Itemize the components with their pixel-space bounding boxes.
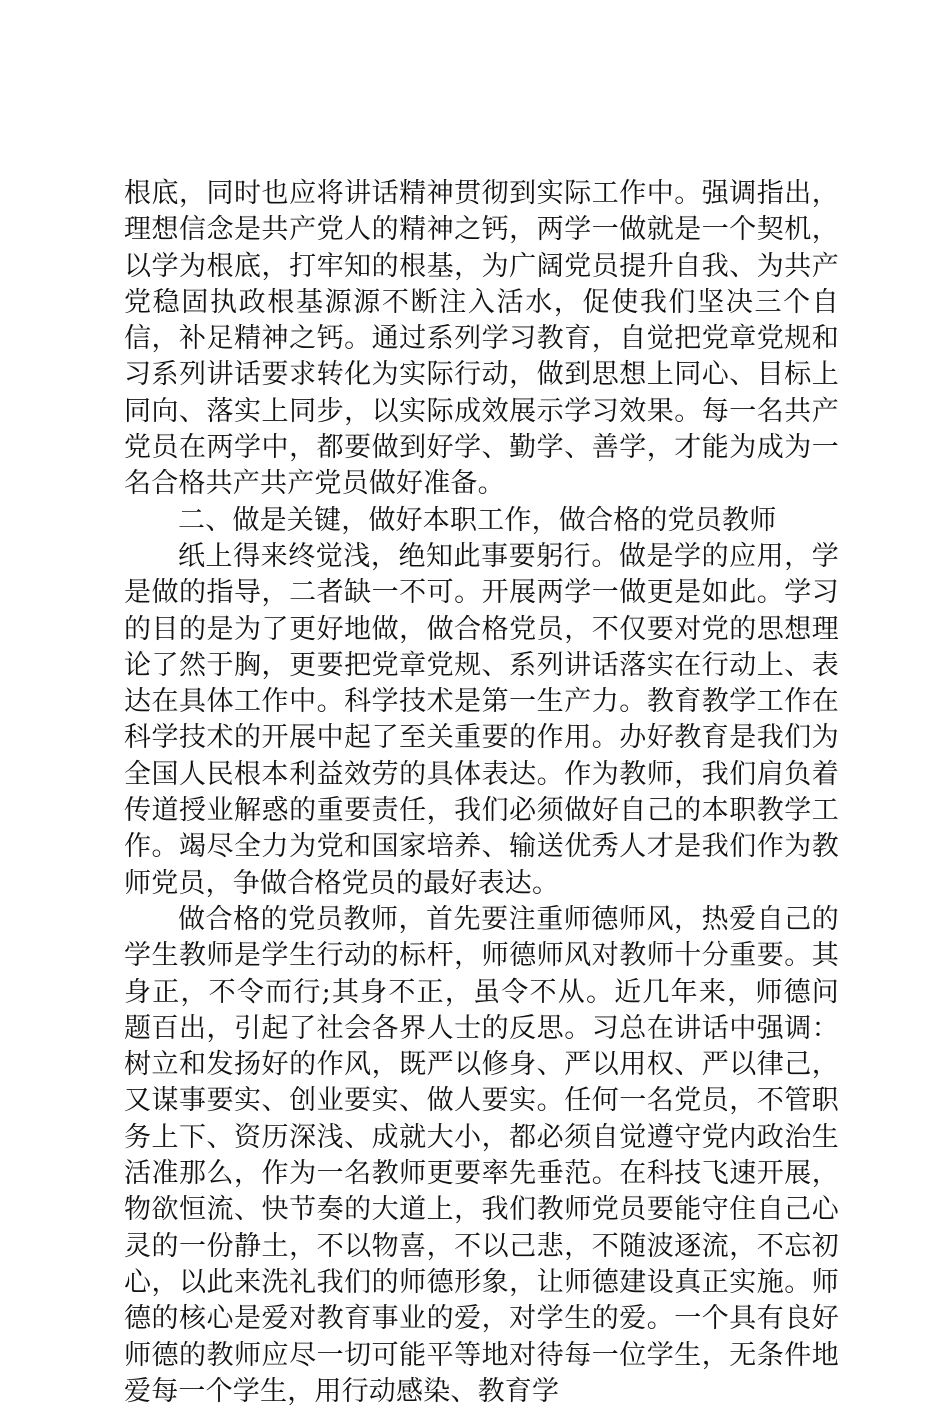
document-body (124, 176, 839, 1410)
paragraph-body-2: 做合格的党员教师，首先要注重师德师风，热爱自己的学生教师是学生行动的标杆，师德师风对教师十分重要。其身正，不令而行;其身不正，虽令不从。近几年来，师德问题百出，引起了社会各界人士的反思。习总在讲话中强调：树立和发扬好的作风，既严以修身、严以用权、严以律己，又谋事要实、创业要实、做人要实。任何一名党员，不管职务上下、资历深浅、成就大小，都必须自觉遵守党内政治生活准那么，作为一名教师更要率先垂范。在科技飞速开展，物欲恒流、快节奏的大道上，我们教师党员要能守住自己心灵的一份静土，不以物喜，不以己悲，不随波逐流，不忘初心，以此来洗礼我们的师德形象，让师德建设真正实施。师德的核心是爱对教育事业的爱，对学生的爱。一个具有良好师德的教师应尽一切可能平等地对待每一位学生，无条件地爱每一个学生，用行动感染、教育学 (124, 903, 839, 1407)
paragraph-continuation: 根底，同时也应将讲话精神贯彻到实际工作中。强调指出，理想信念是共产党人的精神之钙，两学一做就是一个契机，以学为根底，打牢知的根基，为广阔党员提升自我、为共产党稳固执政根基源源不断注入活水，促使我们坚决三个自信，补足精神之钙。通过系列学习教育，自觉把党章党规和习系列讲话要求转化为实际行动，做到思想上同心、目标上同向、落实上同步，以实际成效展示学习效果。每一名共产党员在两学中，都要做到好学、勤学、善学，才能为成为一名合格共产共产党员做好准备。 (124, 178, 839, 500)
paragraph-body-1: 纸上得来终觉浅，绝知此事要躬行。做是学的应用，学是做的指导，二者缺一不可。开展两学一做更是如此。学习的目的是为了更好地做，做合格党员，不仅要对党的思想理论了然于胸，更要把党章党规、系列讲话落实在行动上、表达在具体工作中。科学技术是第一生产力。教育教学工作在科学技术的开展中起了至关重要的作用。办好教育是我们为全国人民根本利益效劳的具体表达。作为教师，我们肩负着传道授业解惑的重要责任，我们必须做好自己的本职教学工作。竭尽全力为党和国家培养、输送优秀人才是我们作为教师党员，争做合格党员的最好表达。 (124, 540, 839, 899)
section-heading: 二、做是关键，做好本职工作，做合格的党员教师 (178, 504, 777, 536)
